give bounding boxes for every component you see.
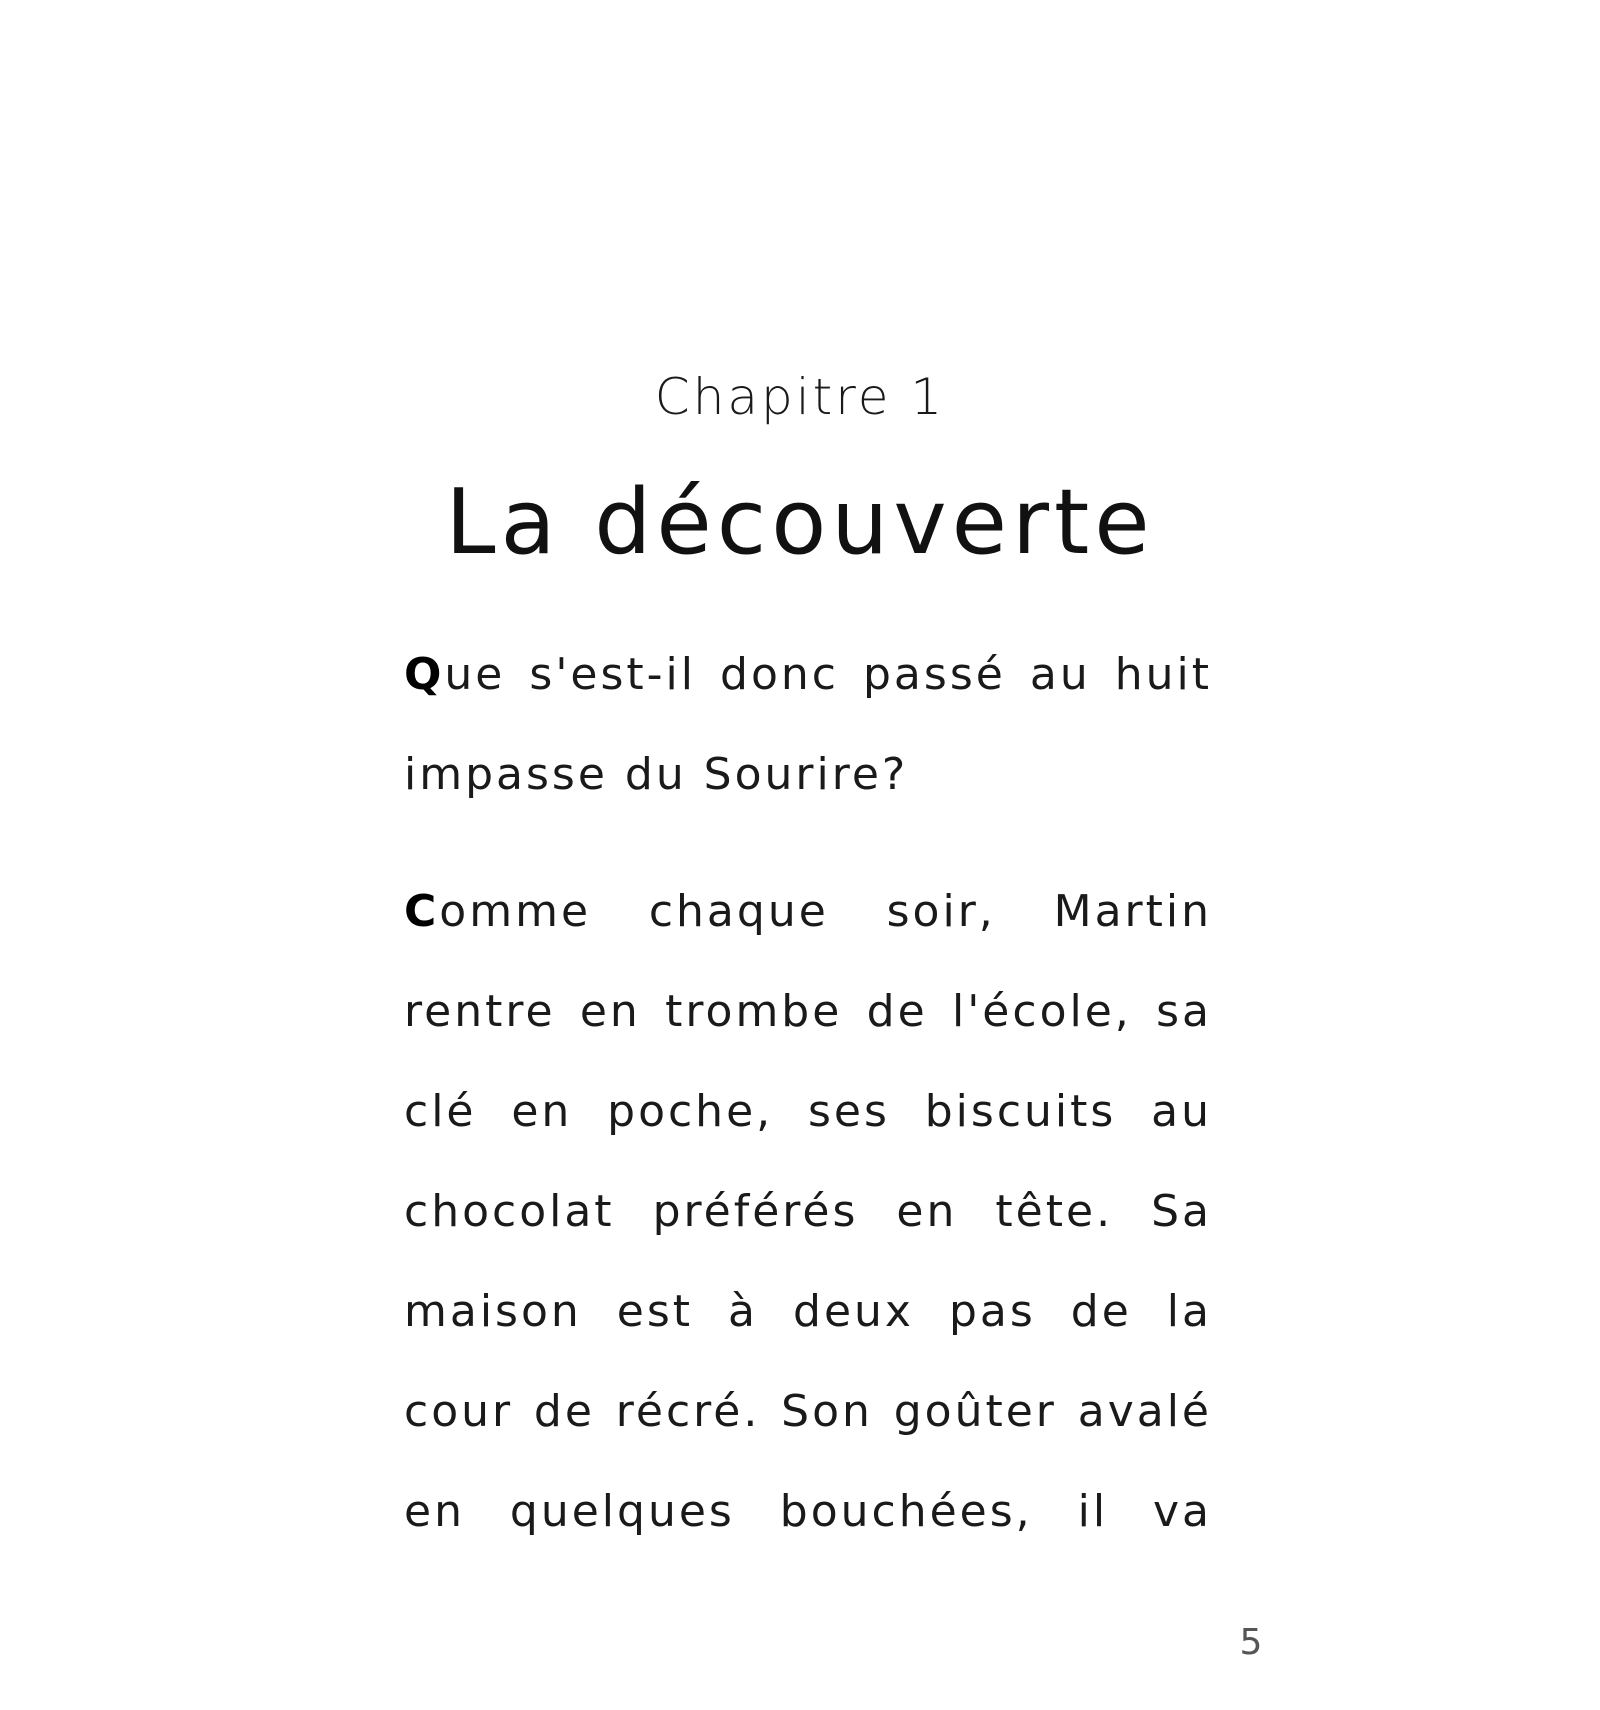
paragraph-2-text: omme chaque soir, Martin rentre en trombe de l'école, sa clé en poche, ses biscuits au chocolat préférés en tête. Sa maison est à deux pas de la cour de récré. Son goûter avalé en quelques bouchées, il va	[404, 886, 1212, 1537]
paragraph-1	[404, 625, 1212, 825]
paragraph-2-initial: C	[404, 886, 440, 937]
chapter-label: Chapitre 1	[654, 368, 946, 426]
page-number: 5	[1239, 1622, 1263, 1663]
paragraph-1-text: ue s'est-il donc passé au huit impasse du Sourire?	[404, 649, 1212, 800]
paragraph-2	[404, 862, 1212, 1562]
chapter-title: La découverte	[445, 470, 1155, 575]
paragraph-1-initial: Q	[404, 649, 445, 700]
